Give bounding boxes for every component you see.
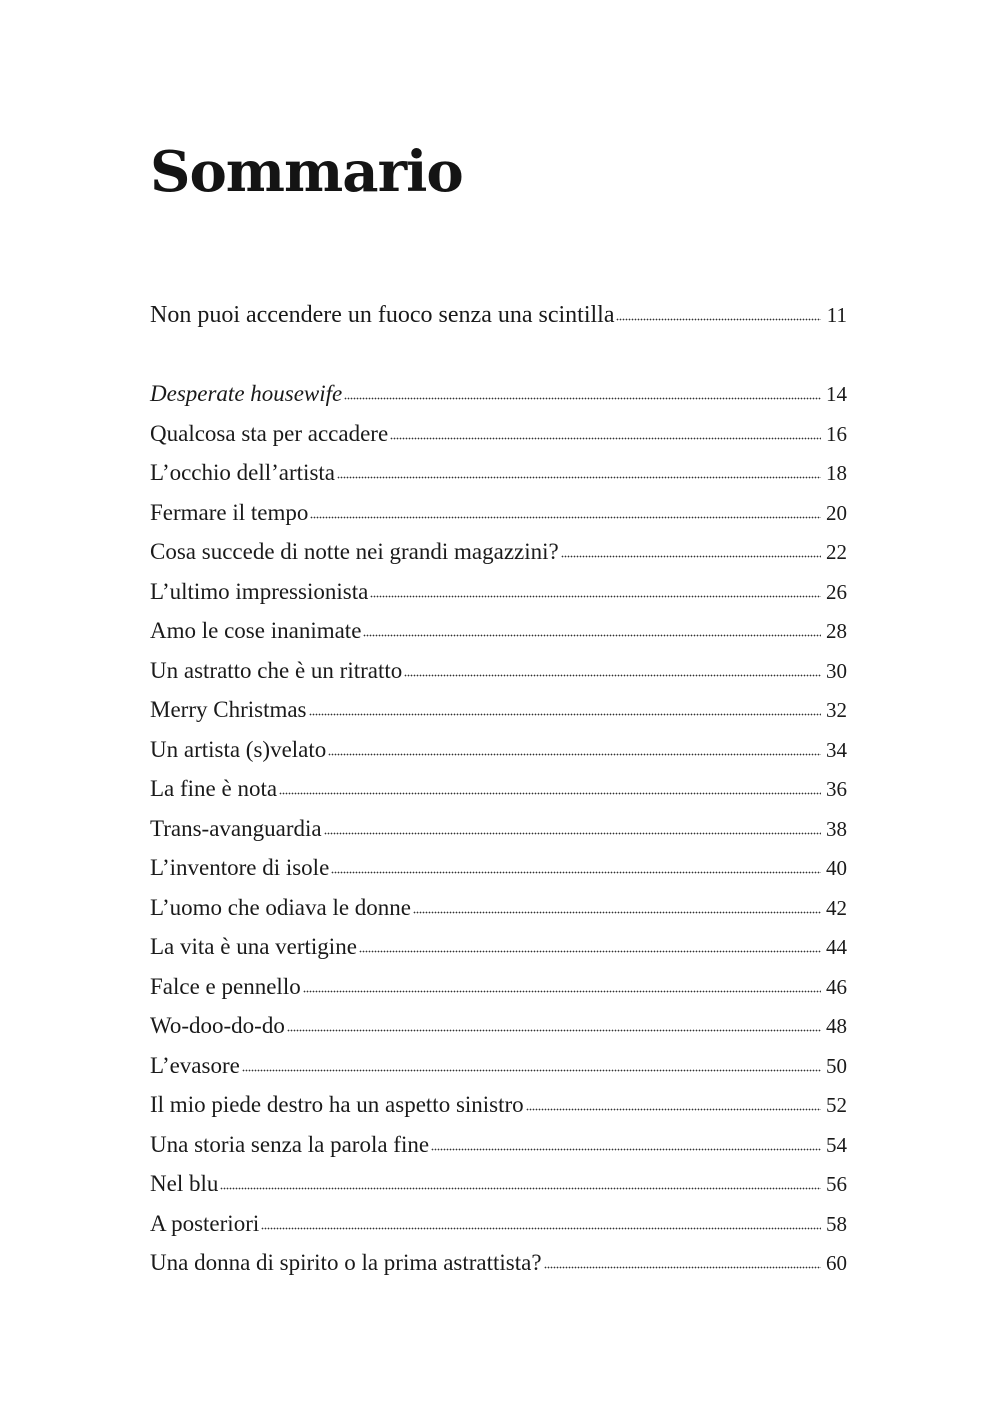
toc-entry-title: L’uomo che odiava le donne xyxy=(150,894,412,920)
toc-entry xyxy=(150,1051,847,1081)
toc-entry-title: La fine è nota xyxy=(150,776,278,801)
dot-leader xyxy=(561,554,821,558)
dot-leader xyxy=(404,673,821,677)
dot-leader xyxy=(287,1028,821,1032)
toc-entry-page-number: 11 xyxy=(826,303,847,327)
dot-leader xyxy=(526,1107,821,1111)
toc-entry-title: Nel blu xyxy=(150,1171,219,1196)
toc-entry-title: Qualcosa sta per accadere xyxy=(150,420,389,446)
toc-entry xyxy=(150,814,847,844)
toc-entry-title: Fermare il tempo xyxy=(150,499,309,525)
toc-entry xyxy=(150,893,847,923)
toc-entry-title: Trans-avanguardia xyxy=(150,815,322,841)
toc-entry xyxy=(150,1169,847,1199)
toc-entry-page-number: 34 xyxy=(826,737,847,762)
toc-entry-title: Wo-doo-do-do xyxy=(150,1013,285,1038)
toc-entry-title: Cosa succede di notte nei grandi magazzini? xyxy=(150,539,559,564)
dot-leader xyxy=(363,633,821,637)
toc-entry-page-number: 22 xyxy=(826,540,847,564)
toc-entry-page-number: 52 xyxy=(826,1093,847,1117)
dot-leader xyxy=(344,396,821,400)
dot-leader xyxy=(359,949,821,953)
dot-leader xyxy=(303,989,821,993)
toc-entry xyxy=(150,419,847,449)
dot-leader xyxy=(242,1068,821,1072)
toc-entry-page-number: 18 xyxy=(826,461,847,485)
toc-entry xyxy=(150,695,847,725)
toc-entry-page-number: 60 xyxy=(826,1251,847,1275)
toc-entry-title: Desperate housewife xyxy=(150,381,343,406)
toc-entry-page-number: 32 xyxy=(826,698,847,722)
toc-entry xyxy=(150,1011,847,1041)
toc-entry xyxy=(150,300,847,330)
toc-entry xyxy=(150,498,847,528)
toc-entry-title: Falce e pennello xyxy=(150,973,301,999)
toc-entry xyxy=(150,853,847,883)
toc-entry-title: L’evasore xyxy=(150,1052,240,1078)
dot-leader xyxy=(310,515,821,519)
page-title: Sommario xyxy=(150,139,463,205)
toc-entry-title: L’ultimo impressionista xyxy=(150,578,369,604)
toc-entry xyxy=(150,1130,847,1160)
toc-entry xyxy=(150,379,847,409)
toc-entry-title: La vita è una vertigine xyxy=(150,934,357,959)
toc-entry-title: Una donna di spirito o la prima astrattista? xyxy=(150,1250,542,1275)
toc-entry-title: Un artista (s)velato xyxy=(150,736,327,762)
toc-entry-page-number: 58 xyxy=(826,1211,847,1236)
dot-leader xyxy=(331,870,821,874)
toc-entry-title: Amo le cose inanimate xyxy=(150,618,362,643)
dot-leader xyxy=(324,831,821,835)
toc-entry xyxy=(150,1209,847,1239)
toc-entry-page-number: 36 xyxy=(826,777,847,801)
dot-leader xyxy=(328,752,821,756)
toc-entry-page-number: 38 xyxy=(826,816,847,841)
toc-entry xyxy=(150,972,847,1002)
toc-entry-page-number: 56 xyxy=(826,1172,847,1196)
toc-entry xyxy=(150,656,847,686)
toc-entry-title: Merry Christmas xyxy=(150,697,307,722)
toc-entry-title: L’inventore di isole xyxy=(150,855,330,880)
toc-entry xyxy=(150,537,847,567)
dot-leader xyxy=(616,317,821,321)
dot-leader xyxy=(370,594,821,598)
dot-leader xyxy=(413,910,821,914)
toc-entry xyxy=(150,1090,847,1120)
dot-leader xyxy=(309,712,821,716)
toc-entry xyxy=(150,932,847,962)
toc-entry-page-number: 28 xyxy=(826,619,847,643)
toc-entry-page-number: 42 xyxy=(826,895,847,920)
dot-leader xyxy=(337,475,821,479)
toc-entry-page-number: 20 xyxy=(826,500,847,525)
toc-entry xyxy=(150,735,847,765)
toc-entry xyxy=(150,616,847,646)
toc-entry-page-number: 16 xyxy=(826,421,847,446)
toc-entry-page-number: 26 xyxy=(826,579,847,604)
toc-entry-page-number: 30 xyxy=(826,658,847,683)
toc-entry xyxy=(150,458,847,488)
toc-entry xyxy=(150,1248,847,1278)
toc-entry-title: Non puoi accendere un fuoco senza una scintilla xyxy=(150,302,615,328)
toc-entry-page-number: 40 xyxy=(826,856,847,880)
toc-entry-page-number: 48 xyxy=(826,1014,847,1038)
toc-entry-title: Una storia senza la parola fine xyxy=(150,1131,430,1157)
toc-entry-title: Un astratto che è un ritratto xyxy=(150,657,403,683)
toc-entry-title: Il mio piede destro ha un aspetto sinistro xyxy=(150,1092,524,1117)
dot-leader xyxy=(390,436,821,440)
dot-leader xyxy=(220,1186,821,1190)
toc-entry-page-number: 50 xyxy=(826,1053,847,1078)
toc-entry-title: A posteriori xyxy=(150,1210,260,1236)
toc-entry xyxy=(150,577,847,607)
dot-leader xyxy=(261,1226,821,1230)
toc-entry-page-number: 46 xyxy=(826,974,847,999)
toc-entry xyxy=(150,774,847,804)
toc-entry-title: L’occhio dell’artista xyxy=(150,460,335,485)
toc-entry-page-number: 44 xyxy=(826,935,847,959)
toc-entry-page-number: 54 xyxy=(826,1132,847,1157)
dot-leader xyxy=(431,1147,821,1151)
dot-leader xyxy=(544,1265,821,1269)
toc-entry-page-number: 14 xyxy=(826,382,847,406)
dot-leader xyxy=(279,791,821,795)
